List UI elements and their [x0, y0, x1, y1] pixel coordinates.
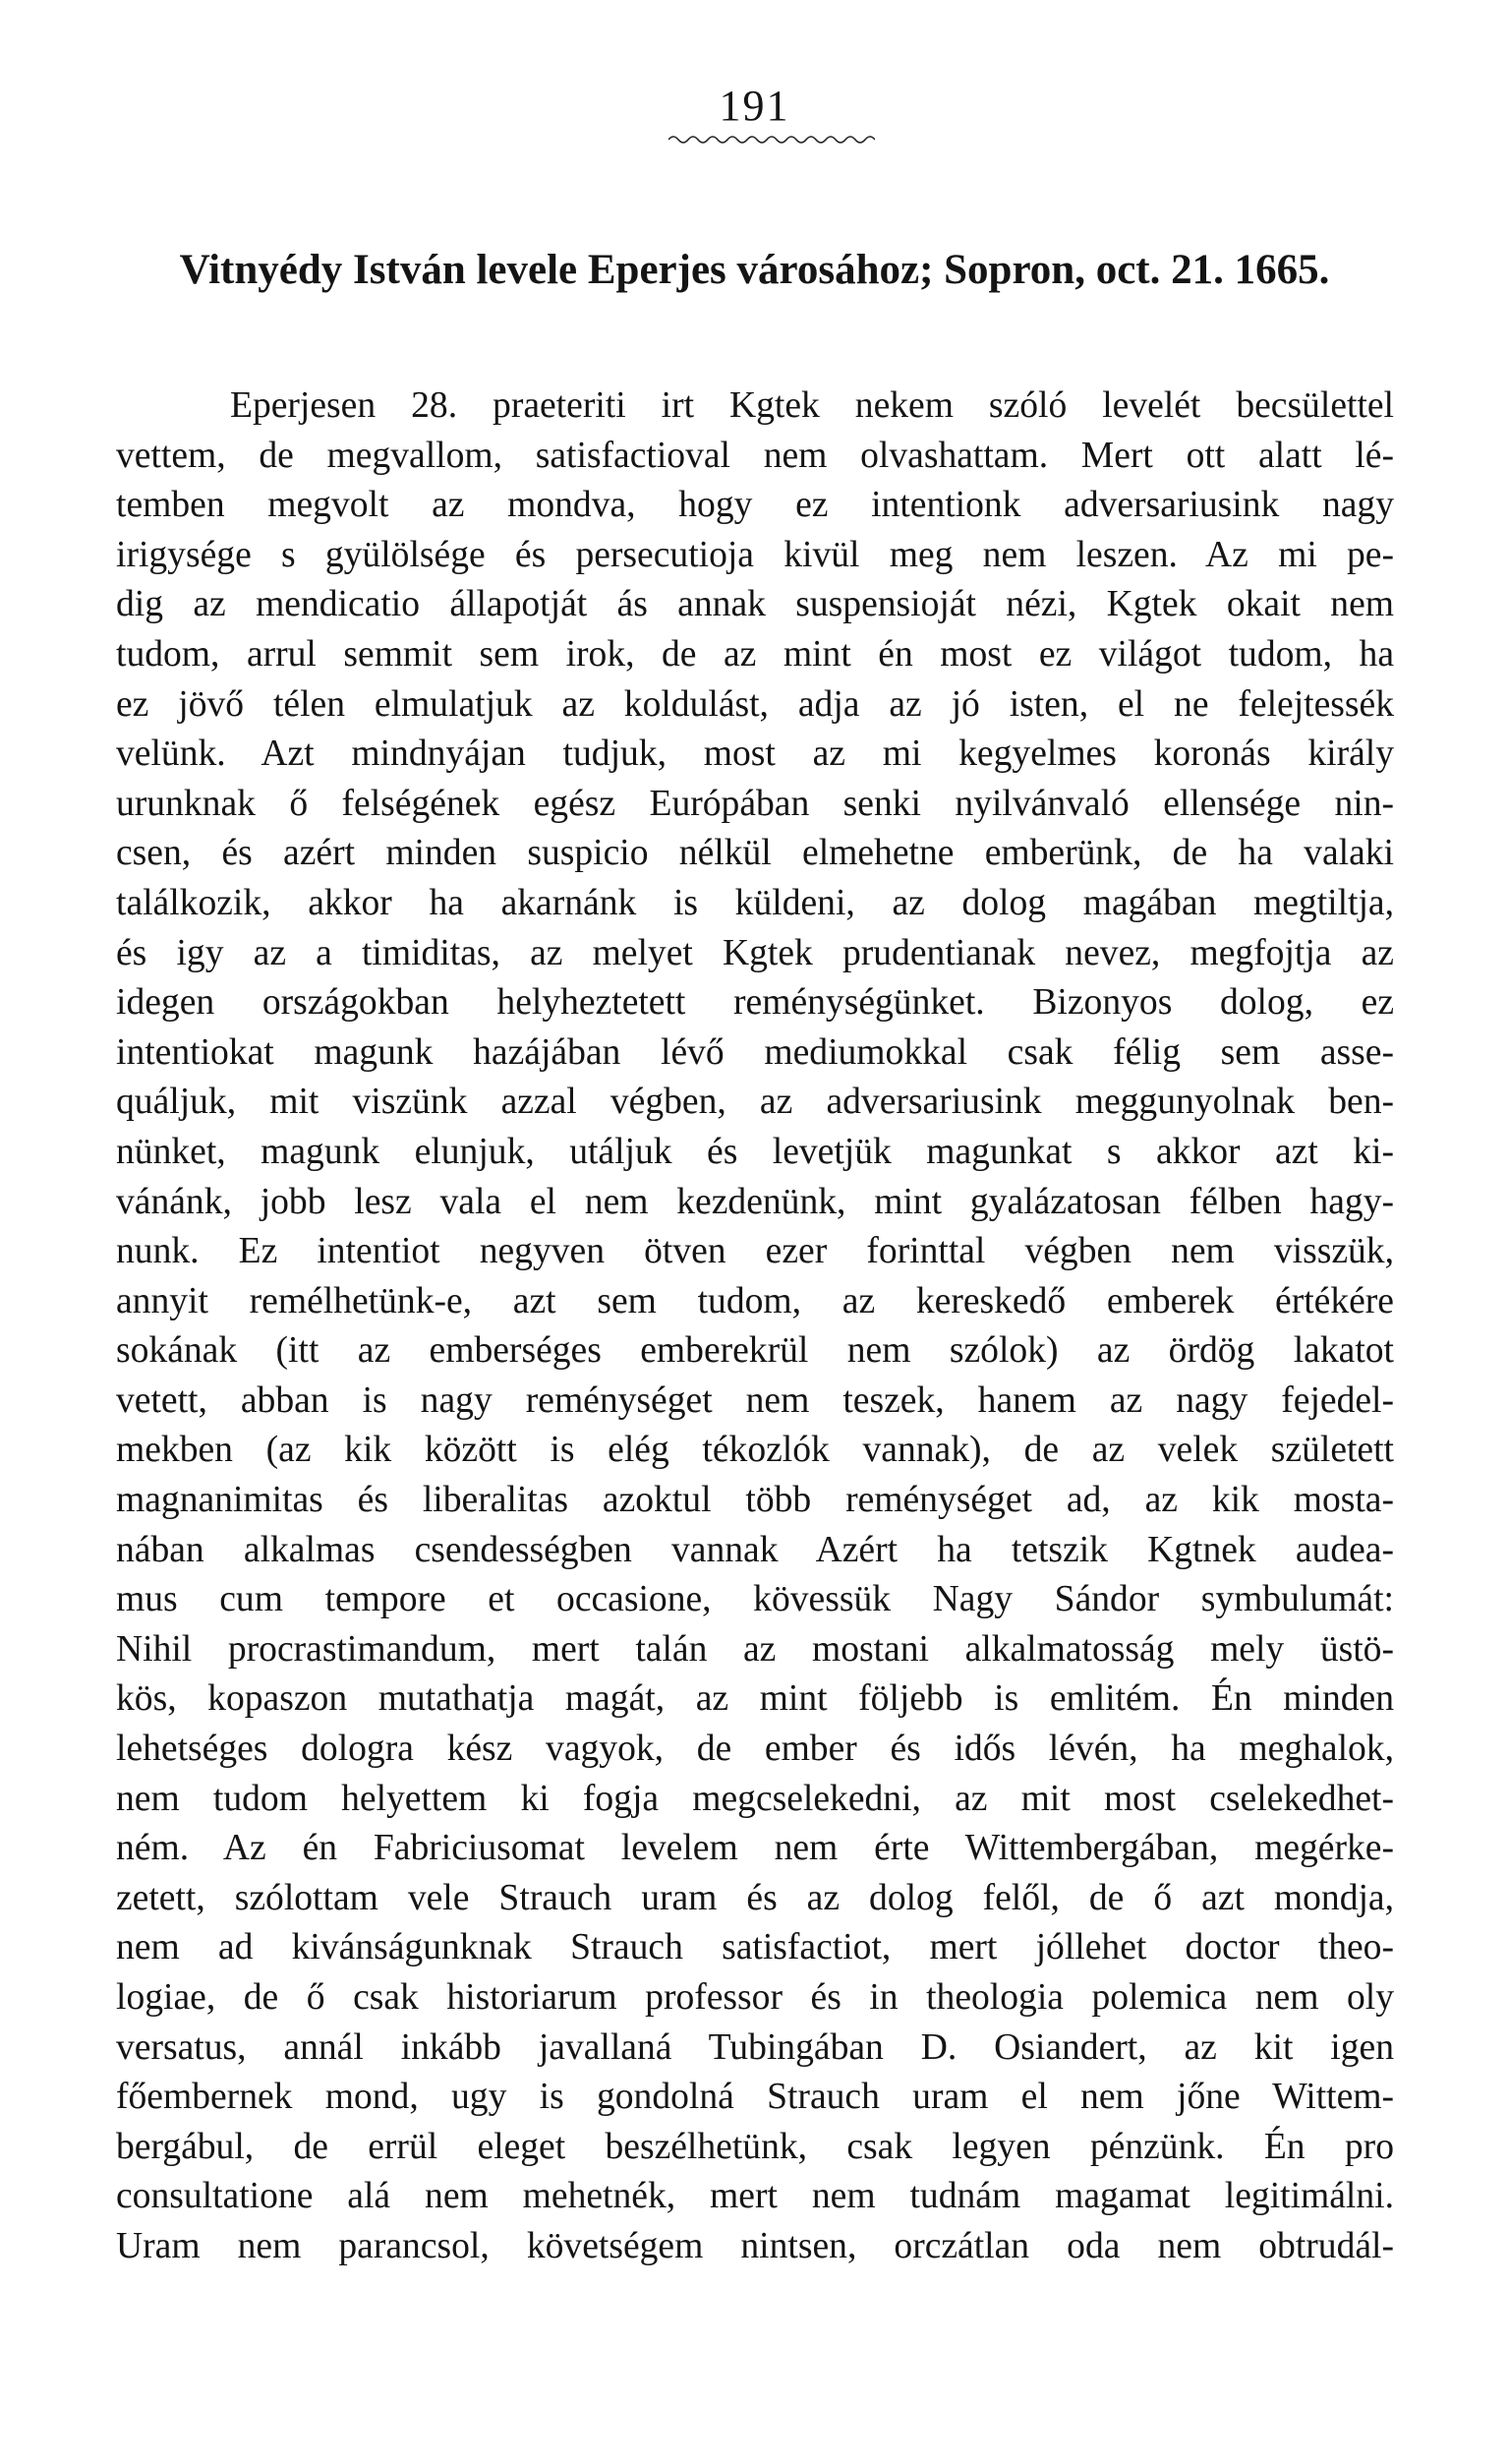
text-line: ném. Az én Fabriciusomat levelem nem érte Wittembergában, megérke-: [116, 1828, 1394, 1869]
text-line: bergábul, de errül eleget beszélhetünk, csak legyen pénzünk. Én pro: [116, 2126, 1394, 2167]
text-line: temben megvolt az mondva, hogy ez intentionk adversariusink nagy: [116, 485, 1394, 526]
text-line: urunknak ő felségének egész Európában senki nyilvánvaló ellensége nin-: [116, 783, 1394, 824]
text-line: tudom, arrul semmit sem irok, de az mint én most ez világot tudom, ha: [116, 633, 1394, 675]
text-line: találkozik, akkor ha akarnánk is küldeni, az dolog magában megtiltja,: [116, 882, 1394, 923]
text-line: nában alkalmas csendességben vannak Azért ha tetszik Kgtnek audea-: [116, 1529, 1394, 1570]
text-line: quáljuk, mit viszünk azzal végben, az adversariusink meggunyolnak ben-: [116, 1082, 1394, 1123]
text-line: Nihil procrastimandum, mert talán az mostani alkalmatosság mely üstö-: [116, 1628, 1394, 1670]
text-line: idegen országokban helyheztetett reménységünket. Bizonyos dolog, ez: [116, 982, 1394, 1024]
text-line: velünk. Azt mindnyájan tudjuk, most az mi kegyelmes koronás király: [116, 733, 1394, 775]
text-line: versatus, annál inkább javallaná Tubingában D. Osiandert, az kit igen: [116, 2026, 1394, 2068]
text-line: annyit remélhetünk-e, azt sem tudom, az kereskedő emberek értékére: [116, 1280, 1394, 1321]
text-line: lehetséges dologra kész vagyok, de ember és idős lévén, ha meghalok,: [116, 1729, 1394, 1770]
text-line: nem ad kivánságunknak Strauch satisfactiot, mert jóllehet doctor theo-: [116, 1927, 1394, 1968]
text-line: nunk. Ez intentiot negyven ötven ezer forinttal végben nem visszük,: [116, 1231, 1394, 1272]
text-line: mus cum tempore et occasione, kövessük Nagy Sándor symbulumát:: [116, 1579, 1394, 1620]
text-line: mekben (az kik között is elég tékozlók vannak), de az velek született: [116, 1430, 1394, 1471]
text-line: ez jövő télen elmulatjuk az koldulást, adja az jó isten, el ne felejtessék: [116, 683, 1394, 725]
wavy-rule-ornament: [668, 132, 875, 147]
letter-heading: Vitnyédy István levele Eperjes városához; Sopron, oct. 21. 1665.: [179, 247, 1330, 293]
text-line: logiae, de ő csak historiarum professor és in theologia polemica nem oly: [116, 1977, 1394, 2018]
text-line: Uram nem parancsol, követségem nintsen, orczátlan oda nem obtrudál-: [116, 2225, 1394, 2266]
text-line: vetett, abban is nagy reménységet nem teszek, hanem az nagy fejedel-: [116, 1379, 1394, 1421]
text-line: nem tudom helyettem ki fogja megcselekedni, az mit most cselekedhet-: [116, 1778, 1394, 1819]
text-line: és igy az a timiditas, az melyet Kgtek prudentianak nevez, megfojtja az: [116, 932, 1394, 973]
text-line: Eperjesen 28. praeteriti irt Kgtek nekem szóló levelét becsülettel: [230, 385, 1394, 426]
text-line: zetett, szólottam vele Strauch uram és az dolog felől, de ő azt mondja,: [116, 1877, 1394, 1918]
text-line: főembernek mond, ugy is gondolná Strauch uram el nem jőne Wittem-: [116, 2077, 1394, 2118]
page-number: 191: [719, 82, 790, 130]
letter-body: [116, 381, 1394, 2272]
text-line: csen, és azért minden suspicio nélkül elmehetne emberünk, de ha valaki: [116, 833, 1394, 874]
text-line: dig az mendicatio állapotját ás annak suspensioját nézi, Kgtek okait nem: [116, 584, 1394, 625]
text-line: intentiokat magunk hazájában lévő mediumokkal csak félig sem asse-: [116, 1031, 1394, 1073]
text-line: kös, kopaszon mutathatja magát, az mint följebb is emlitém. Én minden: [116, 1678, 1394, 1720]
text-line: nünket, magunk elunjuk, utáljuk és levetjük magunkat s akkor azt ki-: [116, 1131, 1394, 1172]
text-line: vettem, de megvallom, satisfactioval nem olvashattam. Mert ott alatt lé-: [116, 435, 1394, 476]
text-line: magnanimitas és liberalitas azoktul több reménységet ad, az kik mosta-: [116, 1480, 1394, 1521]
text-line: sokának (itt az emberséges emberekrül nem szólok) az ördög lakatot: [116, 1330, 1394, 1372]
text-line: irigysége s gyülölsége és persecutioja kivül meg nem leszen. Az mi pe-: [116, 534, 1394, 575]
text-line: consultatione alá nem mehetnék, mert nem tudnám magamat legitimálni.: [116, 2176, 1394, 2217]
text-line: vánánk, jobb lesz vala el nem kezdenünk, mint gyalázatosan félben hagy-: [116, 1181, 1394, 1222]
